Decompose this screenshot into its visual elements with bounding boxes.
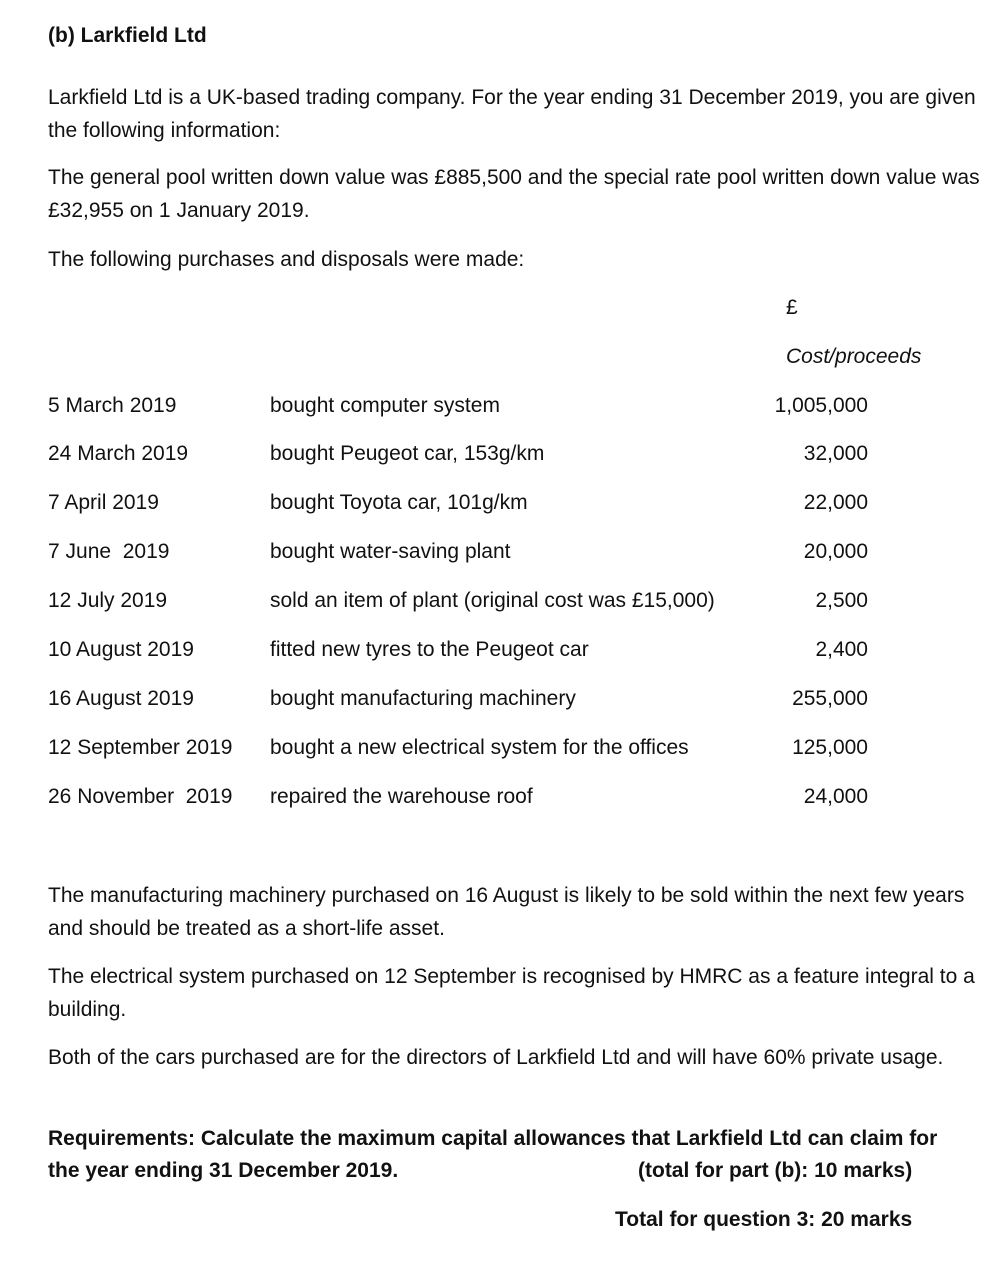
section-heading: (b) Larkfield Ltd (48, 24, 207, 47)
row-amount: 32,000 (803, 442, 868, 465)
row-date: 26 November 2019 (48, 785, 233, 808)
part-b-marks: (total for part (b): 10 marks) (638, 1159, 913, 1182)
cost-proceeds-header: Cost/proceeds (786, 345, 922, 368)
row-date: 5 March 2019 (48, 394, 177, 417)
row-amount: 22,000 (803, 491, 868, 514)
row-amount: 20,000 (803, 540, 868, 563)
row-amount: 2,500 (815, 589, 868, 612)
list-intro-paragraph: The following purchases and disposals were made: (48, 248, 525, 271)
row-amount: 125,000 (792, 736, 868, 759)
row-description: bought Toyota car, 101g/km (270, 491, 528, 514)
row-date: 24 March 2019 (48, 442, 189, 465)
note-short-life-asset: The manufacturing machinery purchased on 16 August is likely to be sold within the next few years and should be treated as a short-life asset. (48, 884, 965, 940)
row-amount: 24,000 (803, 785, 868, 808)
row-amount: 255,000 (792, 687, 868, 710)
note-private-usage: Both of the cars purchased are for the directors of Larkfield Ltd and will have 60% private usage. (48, 1046, 944, 1069)
row-date: 10 August 2019 (48, 638, 194, 661)
intro-paragraph: Larkfield Ltd is a UK-based trading company. For the year ending 31 December 2019, you are given the following information: (48, 86, 976, 142)
row-date: 12 July 2019 (48, 589, 168, 612)
row-description: sold an item of plant (original cost was £15,000) (270, 589, 715, 612)
row-amount: 1,005,000 (774, 394, 868, 417)
row-description: bought computer system (270, 394, 500, 417)
currency-header: £ (786, 296, 798, 319)
row-description: bought manufacturing machinery (270, 687, 576, 710)
row-description: bought a new electrical system for the offices (270, 736, 689, 759)
requirements-line-2: the year ending 31 December 2019. (48, 1159, 399, 1182)
row-date: 16 August 2019 (48, 687, 194, 710)
row-date: 12 September 2019 (48, 736, 233, 759)
row-description: bought water-saving plant (270, 540, 511, 563)
requirements-line-1: Requirements: Calculate the maximum capital allowances that Larkfield Ltd can claim for (48, 1127, 938, 1150)
question-total-marks: Total for question 3: 20 marks (615, 1208, 913, 1231)
row-description: repaired the warehouse roof (270, 785, 533, 808)
note-integral-feature: The electrical system purchased on 12 September is recognised by HMRC as a feature integral to a building. (48, 965, 975, 1021)
pools-paragraph: The general pool written down value was £885,500 and the special rate pool written down value was £32,955 on 1 January 2019. (48, 166, 980, 222)
row-date: 7 June 2019 (48, 540, 170, 563)
row-description: bought Peugeot car, 153g/km (270, 442, 545, 465)
row-date: 7 April 2019 (48, 491, 159, 514)
row-amount: 2,400 (815, 638, 868, 661)
row-description: fitted new tyres to the Peugeot car (270, 638, 589, 661)
